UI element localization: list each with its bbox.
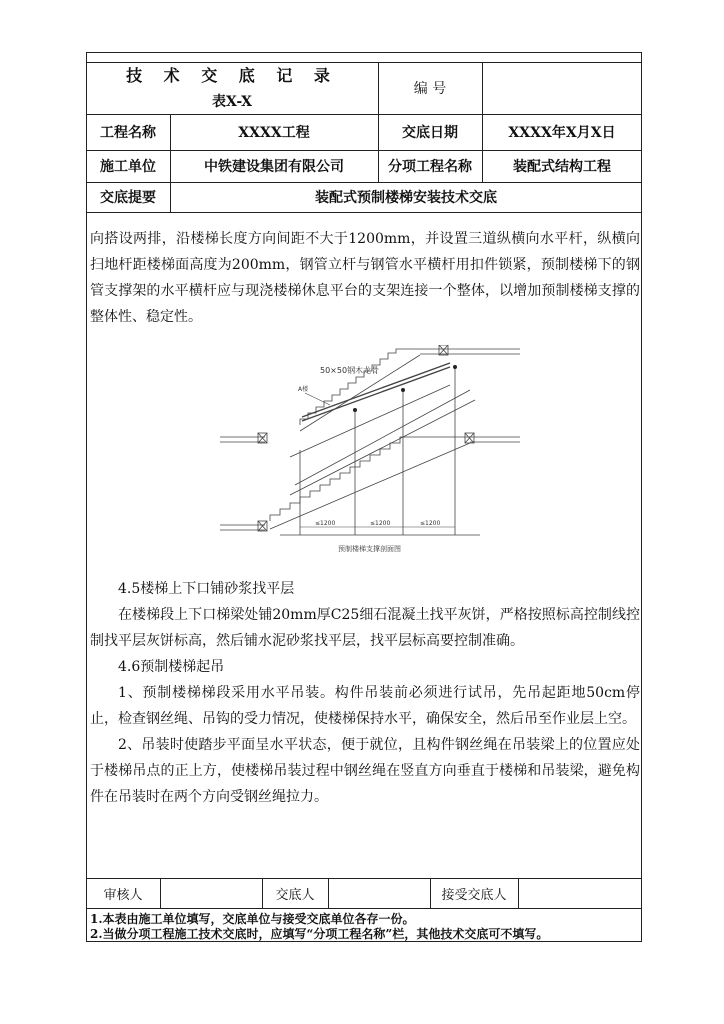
table-line xyxy=(86,908,642,909)
serial-label: 编 号 xyxy=(413,81,447,97)
disclosure-date-label: 交底日期 xyxy=(402,125,458,141)
figure-beam-label: 50×50钢木龙骨 xyxy=(320,366,380,375)
sub-project-label: 分项工程名称 xyxy=(388,159,472,175)
construction-unit-label: 施工单位 xyxy=(100,159,156,175)
stair-support-figure xyxy=(220,345,520,560)
discloser-value xyxy=(328,878,430,908)
section-4-5-title: 4.5楼梯上下口铺砂浆找平层 xyxy=(118,581,295,597)
support-paragraph: 向搭设两排，沿楼梯长度方向间距不大于1200mm，并设置三道纵横向水平杆，纵横向扫地杆距楼梯面高度为200mm，钢管立杆与钢管水平横杆用扣件锁紧，预制楼梯下的钢管支撑架的水平横杆应与现浇楼梯休息平台的支架连接一个整体，以增加预制楼梯支撑的整体性、稳定性。 xyxy=(90,231,640,325)
figure-dim-2: ≤1200 xyxy=(370,520,391,527)
content-block-bottom xyxy=(90,576,640,810)
project-name-value: XXXX工程 xyxy=(238,125,310,141)
sub-project-value: 装配式结构工程 xyxy=(513,159,611,175)
figure-dim-1: ≤1200 xyxy=(315,520,336,527)
content-block-top xyxy=(90,226,640,330)
figure-a-label: A楼 xyxy=(298,386,309,393)
disclosure-date-value: XXXX年X月X日 xyxy=(508,125,616,141)
note-1: 1.本表由施工单位填写，交底单位与接受交底单位各存一份。 xyxy=(90,912,415,926)
summary-label: 交底提要 xyxy=(100,190,156,206)
summary-value: 装配式预制楼梯安装技术交底 xyxy=(315,190,497,206)
table-line xyxy=(86,212,642,213)
section-4-6-title: 4.6预制楼梯起吊 xyxy=(118,659,225,675)
figure-caption: 预制楼梯支撑剖面图 xyxy=(338,545,401,553)
note-2: 2.当做分项工程施工技术交底时，应填写“分项工程名称”栏，其他技术交底可不填写。 xyxy=(90,927,549,941)
section-4-6-paragraph-1: 1、预制楼梯梯段采用水平吊装。构件吊装前必须进行试吊，先吊起距地50cm停止，检查钢丝绳、吊钩的受力情况，使楼梯保持水平，确保安全，然后吊至作业层上空。 xyxy=(90,685,640,727)
form-number: 表X-X xyxy=(211,94,253,110)
table-line xyxy=(86,52,642,53)
reviewer-value xyxy=(160,878,262,908)
receiver-value xyxy=(518,878,642,908)
construction-unit-value: 中铁建设集团有限公司 xyxy=(204,159,344,175)
section-4-6-paragraph-2: 2、吊装时使踏步平面呈水平状态，便于就位，且构件钢丝绳在吊装梁上的位置应处于楼梯吊点的正上方，使楼梯吊装过程中钢丝绳在竖直方向垂直于楼梯和吊装梁，避免构件在吊装时在两个方向受钢丝绳拉力。 xyxy=(90,737,640,805)
receiver-label: 接受交底人 xyxy=(441,887,507,903)
figure-dim-3: ≤1200 xyxy=(420,520,441,527)
project-name-label: 工程名称 xyxy=(100,125,156,141)
form-title: 技 术 交 底 记 录 xyxy=(126,65,338,85)
section-4-5-paragraph: 在楼梯段上下口梯梁处铺20mm厚C25细石混凝土找平灰饼，严格按照标高控制线控制找平层灰饼标高，然后铺水泥砂浆找平层，找平层标高要控制准确。 xyxy=(90,607,640,649)
serial-value xyxy=(482,62,642,114)
discloser-label: 交底人 xyxy=(275,887,315,903)
reviewer-label: 审核人 xyxy=(103,887,143,903)
